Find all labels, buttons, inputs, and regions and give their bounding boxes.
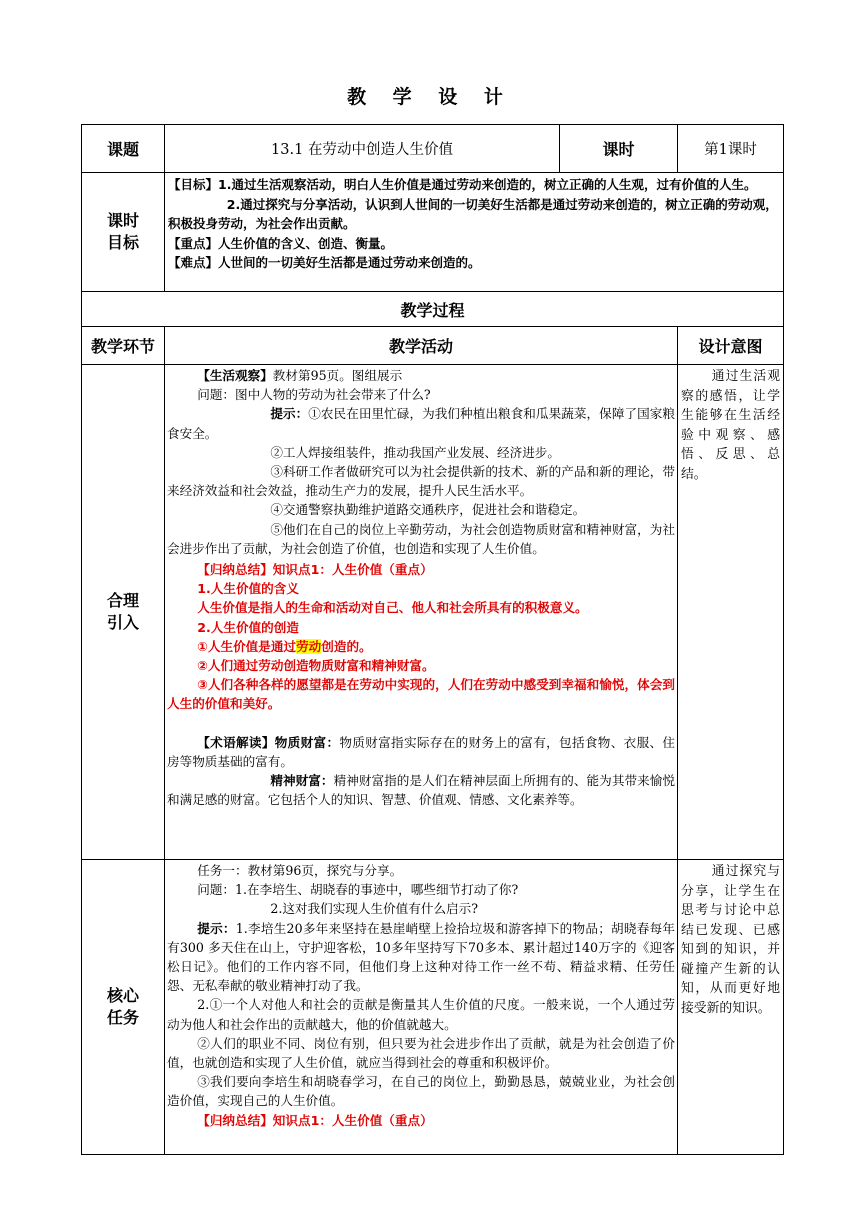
- difficulty-line: 【难点】人世间的一切美好生活都是通过劳动来创造的。: [168, 255, 481, 270]
- knowledge-1-title: 1.人生价值的含义: [197, 581, 299, 597]
- column-header-row: [82, 327, 784, 365]
- knowledge-2-title: 2.人生价值的创造: [197, 619, 299, 635]
- process-title: 教学过程: [82, 292, 784, 327]
- period-label: 课时: [560, 125, 678, 173]
- section-intro-label: 合理引入: [82, 365, 165, 860]
- goal-line-1: 【目标】1.通过生活观察活动，明白人生价值是通过劳动来创造的，树立正确的人生观，过有价值的人生。: [168, 177, 757, 192]
- summary-title: 【归纳总结】知识点1：人生价值（重点）: [197, 562, 433, 578]
- section-intro-activity: 【生活观察】教材第95页。图组展示 问题：图中人物的劳动为社会带来了什么? 提示：①农民在田里忙碌，为我们种植出粮食和瓜果蔬菜，保障了国家粮食安全。 ②工人焊接组装件，推动我国产业发展、经济进步。 ③科研工作者做研究可以为社会提供新的技术、新的产品和新的理论，带来经济效益和社会效益，推动生产力的发展，提升人民生活水平。 ④交通警察执勤维护道路交通秩序，促进社会和谐稳定。 ⑤他们在自己的岗位上辛勤劳动，为社会创造物质财富和精神财富，为社会进步作出了贡献，为社会创造了价值，也创造和实现了人生价值。 【归纳总结】知识点1：人生价值（重点） 1.人生价值的含义 人生价值是指人的生命和活动对自己、他人和社会所具有的积极意义。 2.人生价值的创造 ①人生价值是通过劳动创造的。 ②人们通过劳动创造物质财富和精神财富。 ③人们各种各样的愿望都是在劳动中实现的，人们在劳动中感受到幸福和愉悦，体会到人生的价值和美好。 【术语解读】物质财富：物质财富指实际存在的财务上的富有，包括食物、衣服、住房等物质基础的富有。 精神财富：精神财富指的是人们在精神层面上所拥有的、能为其带来愉悦和满足感的财富。它包括个人的知识、智慧、价值观、情感、文化素养等。: [165, 365, 678, 860]
- lesson-plan-table: [81, 124, 784, 1155]
- goals-row: [82, 173, 784, 292]
- highlighted-word: 劳动: [296, 638, 322, 654]
- document-title: 教 学 设 计: [347, 86, 513, 108]
- key-point-line: 【重点】人生价值的含义、创造、衡量。: [168, 235, 394, 251]
- knowledge-2-a: ①人生价值是通过劳动创造的。: [197, 638, 372, 654]
- process-title-row: [82, 292, 784, 327]
- period-value: 第1课时: [678, 125, 784, 173]
- section-intro-row: [82, 365, 784, 860]
- task-title: 任务一：教材第96页，探究与分享。: [197, 863, 403, 878]
- section-core-intent: 通过探究与分享，让学生在思考与讨论中总结已发现、已感知到的知识，并碰撞产生新的认知，从而更好地接受新的知识。: [678, 860, 784, 1155]
- section-intro-intent: 通过生活观察的感悟，让学生能够在生活经验中观察、感悟、反思、总结。: [678, 365, 784, 860]
- topic-label: 课题: [82, 125, 165, 173]
- section-core-activity: 任务一：教材第96页，探究与分享。 问题：1.在李培生、胡晓春的事迹中，哪些细节打动了你? 2.这对我们实现人生价值有什么启示? 提示：1.李培生20多年来坚持在悬崖峭壁上捡拾垃圾和游客掉下的物品；胡晓春每年有300 多天住在山上，守护迎客松，10多年坚持写下70多本、累计超过140万字的《迎客松日记》。他们的工作内容不同，但他们身上这种对待工作一丝不苟、精益求精、任劳任怨、无私奉献的敬业精神打动了我。 2.①一个人对他人和社会的贡献是衡量其人生价值的尺度。一般来说，一个人通过劳动为他人和社会作出的贡献越大，他的价值就越大。 ②人们的职业不同、岗位有别，但只要为社会进步作出了贡献，就是为社会创造了价值，也就创造和实现了人生价值，就应当得到社会的尊重和积极评价。 ③我们要向李培生和胡晓春学习，在自己的岗位上，勤勤恳恳，兢兢业业，为社会创造价值，实现自己的人生价值。 【归纳总结】知识点1：人生价值（重点）: [165, 860, 678, 1155]
- column-activity: 教学活动: [165, 327, 678, 365]
- column-stage: 教学环节: [82, 327, 165, 365]
- knowledge-1-text: 人生价值是指人的生命和活动对自己、他人和社会所具有的积极意义。: [197, 600, 588, 616]
- column-intent: 设计意图: [678, 327, 784, 365]
- section-core-label: 核心任务: [82, 860, 165, 1155]
- knowledge-2-c: ③人们各种各样的愿望都是在劳动中实现的，人们在劳动中感受到幸福和愉悦，体会到人生的价值和美好。: [167, 677, 675, 712]
- topic-row: [82, 125, 784, 173]
- goals-label: 课时目标: [82, 173, 165, 292]
- topic-value: 13.1 在劳动中创造人生价值: [165, 125, 560, 173]
- goal-line-2: 2.通过探究与分享活动，认识到人世间的一切美好生活都是通过劳动来创造的，树立正确的劳动观，积极投身劳动，为社会作出贡献。: [168, 196, 778, 231]
- core-summary-title: 【归纳总结】知识点1：人生价值（重点）: [197, 1112, 433, 1128]
- goals-content: [165, 173, 784, 292]
- knowledge-2-b: ②人们通过劳动创造物质财富和精神财富。: [197, 658, 435, 674]
- section-core-row: [82, 860, 784, 1155]
